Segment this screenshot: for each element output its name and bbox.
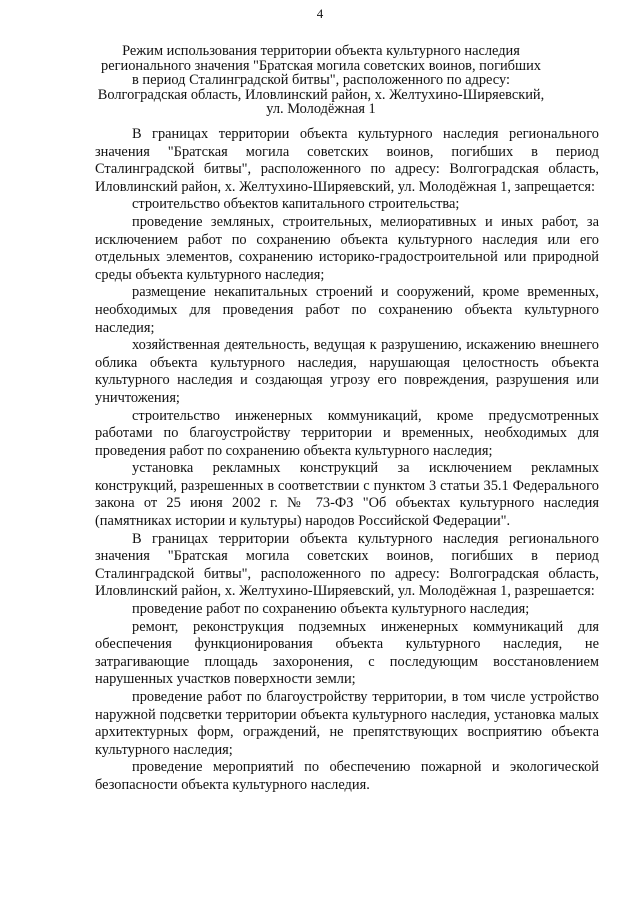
page-number: 4 bbox=[316, 6, 324, 21]
list-item: установка рекламных конструкций за исключением рекламных конструкций, разрешенных в соответствии с пунктом 3 статьи 35.1 Федерального закона от 25 июня 2002 г. № 73-ФЗ "Об объектах культурного наследия (памятниках истории и культуры) народов Российской Федерации". bbox=[95, 460, 599, 530]
paragraph-permissions-intro: В границах территории объекта культурного наследия регионального значения "Братская могила советских воинов, погибших в период Сталинградской битвы", расположенного по адресу: Волгоградская область, Иловлинский район, х. Желтухино-Ширяевский, ул. Молодёжная 1, разрешается: bbox=[95, 530, 599, 600]
list-item: проведение работ по сохранению объекта культурного наследия; bbox=[132, 601, 530, 618]
document-body bbox=[95, 126, 599, 795]
list-item: проведение мероприятий по обеспечению пожарной и экологической безопасности объекта культурного наследия. bbox=[95, 759, 599, 793]
list-item: ремонт, реконструкция подземных инженерных коммуникаций для обеспечения функционирования объекта культурного наследия, не затрагивающие площадь захоронения, с последующим восстановлением нарушенных участков поверхности земли; bbox=[95, 618, 599, 688]
paragraph-prohibitions-intro: В границах территории объекта культурного наследия регионального значения "Братская могила советских воинов, погибших в период Сталинградской битвы", расположенного по адресу: Волгоградская область, Иловлинский район, х. Желтухино-Ширяевский, ул. Молодёжная 1, запрещается: bbox=[95, 126, 599, 195]
list-item: строительство объектов капитального строительства; bbox=[132, 196, 460, 213]
list-item: проведение земляных, строительных, мелиоративных и иных работ, за исключением работ по сохранению объекта культурного наследия или его отдельных элементов, сохранению историко-градостроительной или природной среды объекта культурного наследия; bbox=[95, 213, 599, 283]
list-item: проведение работ по благоустройству территории, в том числе устройство наружной подсветки территории объекта культурного наследия, установка малых архитектурных форм, ограждений, не препятствующих восприятию объекта культурного наследия; bbox=[95, 689, 599, 758]
document-title: Режим использования территории объекта культурного наследия регионального значения "Братская могила советских воинов, погибших в период Сталинградской битвы", расположенного по адресу: Волгоградская область, Иловлинский район, х. Желтухино-Ширяевский, ул. Молодёжная 1 bbox=[97, 43, 545, 118]
list-item: хозяйственная деятельность, ведущая к разрушению, искажению внешнего облика объекта культурного наследия, нарушающая целостность объекта культурного наследия и создающая угрозу его повреждения, разрушения или уничтожения; bbox=[95, 337, 599, 406]
list-item: строительство инженерных коммуникаций, кроме предусмотренных работами по благоустройству территории и временных, необходимых для проведения работ по сохранению объекта культурного наследия; bbox=[95, 407, 599, 459]
list-item: размещение некапитальных строений и сооружений, кроме временных, необходимых для проведения работ по сохранению объекта культурного наследия; bbox=[95, 284, 599, 336]
